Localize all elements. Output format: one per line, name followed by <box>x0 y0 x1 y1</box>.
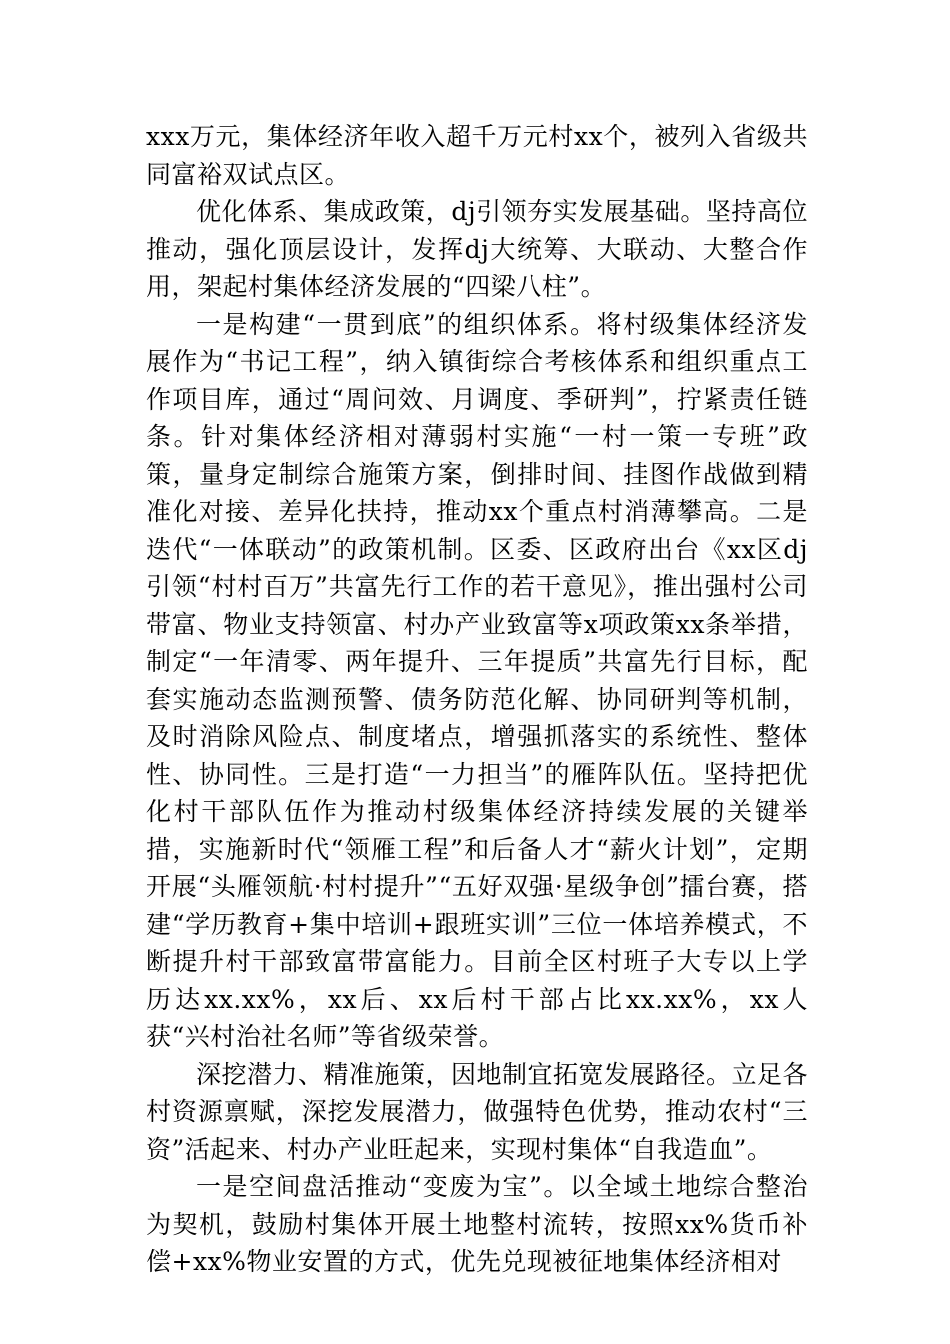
paragraph-tap-potential: 深挖潜力、精准施策，因地制宜拓宽发展路径。立足各村资源禀赋，深挖发展潜力，做强特色优势，推动农村“三资”活起来、村办产业旺起来，实现村集体“自我造血”。 <box>146 1059 809 1164</box>
document-body <box>146 118 808 1281</box>
paragraph-organization-policy-team: 一是构建“一贯到底”的组织体系。将村级集体经济发展作为“书记工程”，纳入镇街综合考核体系和组织重点工作项目库，通过“周问效、月调度、季研判”，拧紧责任链条。针对集体经济相对薄弱村实施“一村一策一专班”政策，量身定制综合施策方案，倒排时间、挂图作战做到精准化对接、差异化扶持，推动xx个重点村消薄攀高。二是迭代“一体联动”的政策机制。区委、区政府出台《xx区dj引领“村村百万”共富先行工作的若干意见》，推出强村公司带富、物业支持领富、村办产业致富等x项政策xx条举措，制定“一年清零、两年提升、三年提质”共富先行目标，配套实施动态监测预警、债务防范化解、协同研判等机制，及时消除风险点、制度堵点，增强抓落实的系统性、整体性、协同性。三是打造“一力担当”的雁阵队伍。坚持把优化村干部队伍作为推动村级集体经济持续发展的关键举措，实施新时代“领雁工程”和后备人才“薪火计划”，定期开展“头雁领航·村村提升”“五好双强·星级争创”擂台赛，搭建“学历教育+集中培训+跟班实训”三位一体培养模式，不断提升村干部致富带富能力。目前全区村班子大专以上学历达xx.xx%，xx后、xx后村干部占比xx.xx%，xx人获“兴村治社名师”等省级荣誉。 <box>146 309 808 1051</box>
paragraph-optimize-system: 优化体系、集成政策，dj引领夯实发展基础。坚持高位推动，强化顶层设计，发挥dj大统筹、大联动、大整合作用，架起村集体经济发展的“四梁八柱”。 <box>146 197 808 301</box>
paragraph-space-revitalization: 一是空间盘活推动“变废为宝”。以全域土地综合整治为契机，鼓励村集体开展土地整村流转，按照xx%货币补偿+xx%物业安置的方式，优先兑现被征地集体经济相对 <box>146 1172 808 1276</box>
paragraph-continuation: xxx万元，集体经济年收入超千万元村xx个，被列入省级共同富裕双试点区。 <box>146 122 808 189</box>
